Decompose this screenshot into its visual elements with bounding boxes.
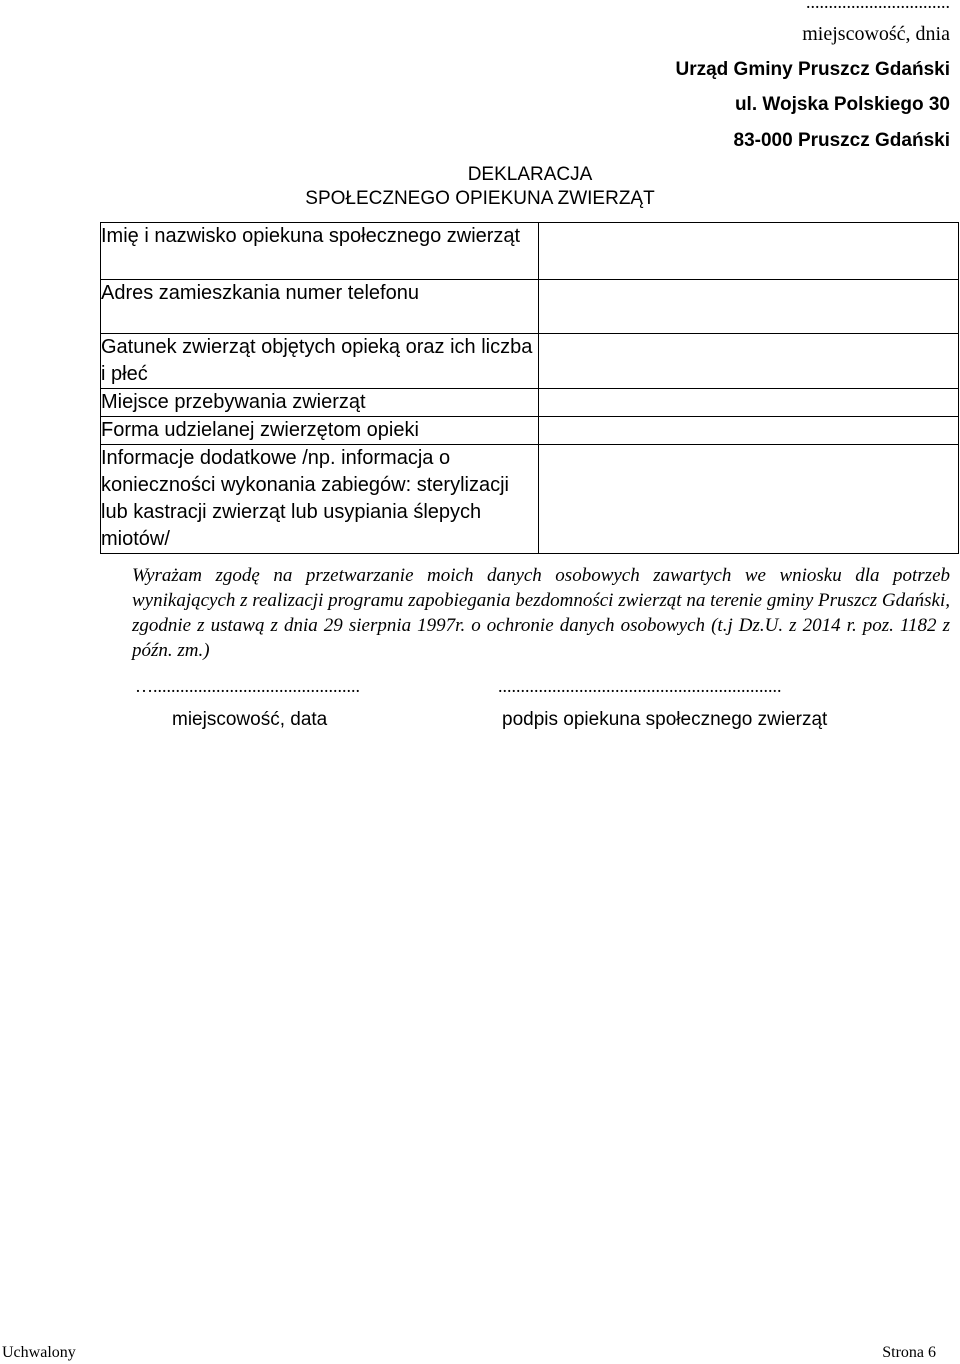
declaration-form-table: [100, 222, 959, 554]
row-label-location: Miejsce przebywania zwierząt: [101, 389, 539, 417]
guardian-signature-line: ...............................................................: [498, 676, 782, 696]
declaration-title: DEKLARACJA: [467, 164, 593, 185]
declaration-subtitle: SPOŁECZNEGO OPIEKUNA ZWIERZĄT: [305, 188, 655, 209]
field-care-form[interactable]: [539, 417, 959, 445]
table-row: [101, 389, 959, 417]
field-address-phone[interactable]: [539, 280, 959, 334]
place-date-signature-line: …..............................................: [135, 676, 360, 696]
table-row: [101, 417, 959, 445]
row-label-care-form: Forma udzielanej zwierzętom opieki: [101, 417, 539, 445]
place-date-dots: ................................: [806, 0, 950, 12]
footer-page-number: Strona 6: [882, 1344, 936, 1361]
place-date-signature-label: miejscowość, data: [172, 709, 328, 730]
consent-statement: Wyrażam zgodę na przetwarzanie moich danych osobowych zawartych we wniosku dla potrzeb wynikających z realizacji programu zapobiegania bezdomności zwierząt na terenie gminy Pruszcz Gdański, zgodnie z ustawą z dnia 29 sierpnia 1997r. o ochronie danych osobowych (t.j Dz.U. z 2014 r. poz. 1182 z późn. zm.): [132, 565, 950, 661]
office-street: ul. Wojska Polskiego 30: [734, 94, 950, 115]
field-animal-location[interactable]: [539, 389, 959, 417]
row-label-address: Adres zamieszkania numer telefonu: [101, 280, 539, 334]
row-label-name: Imię i nazwisko opiekuna społecznego zwierząt: [101, 223, 539, 280]
field-additional-info[interactable]: [539, 445, 959, 554]
field-guardian-name[interactable]: [539, 223, 959, 280]
table-row: [101, 445, 959, 554]
table-row: [101, 223, 959, 280]
row-label-additional-info: Informacje dodatkowe /np. informacja o konieczności wykonania zabiegów: sterylizacji lub kastracji zwierząt lub usypiania ślepych miotów/: [101, 445, 539, 554]
row-label-species: Gatunek zwierząt objętych opieką oraz ich liczba i płeć: [101, 334, 539, 389]
place-date-label: miejscowość, dnia: [802, 23, 950, 45]
table-row: [101, 334, 959, 389]
office-city: 83-000 Pruszcz Gdański: [733, 130, 950, 151]
footer-status: Uchwalony: [2, 1344, 76, 1361]
guardian-signature-label: podpis opiekuna społecznego zwierząt: [502, 709, 828, 730]
table-row: [101, 280, 959, 334]
field-species-count[interactable]: [539, 334, 959, 389]
office-name: Urząd Gminy Pruszcz Gdański: [675, 59, 950, 80]
